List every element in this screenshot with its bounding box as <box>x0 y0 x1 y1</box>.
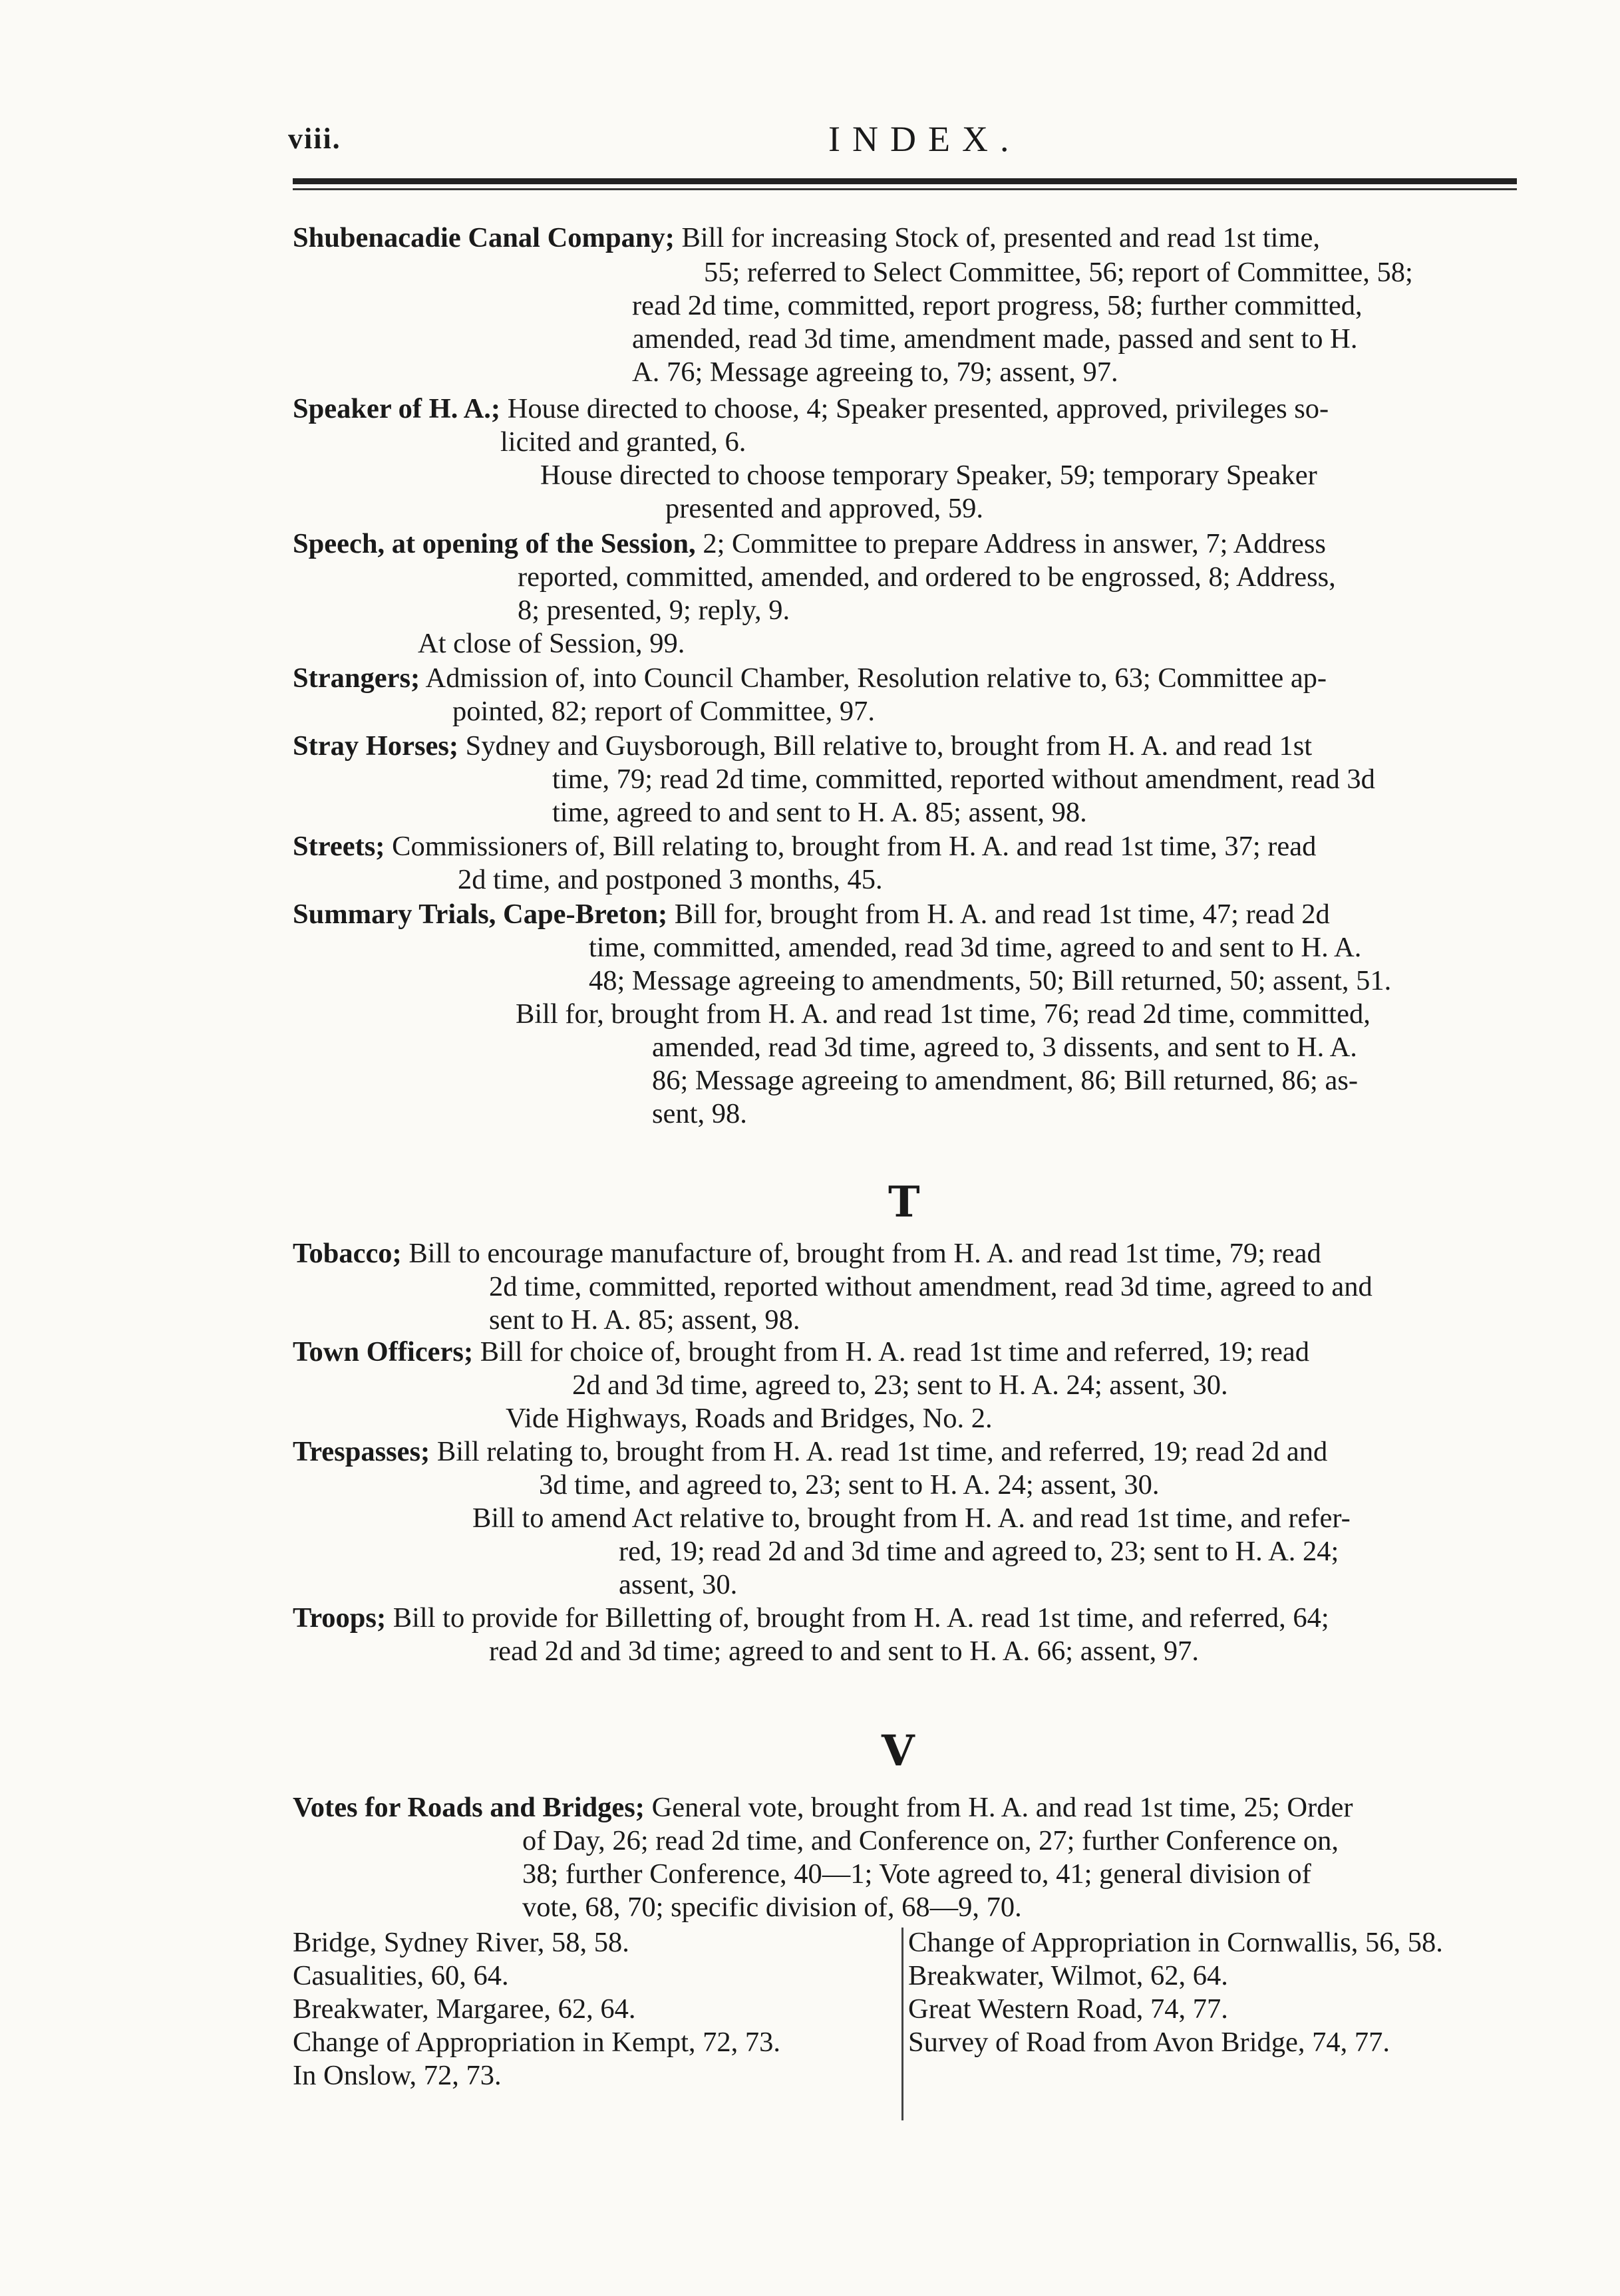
index-entry-town-officers: Town Officers; Bill for choice of, brought from H. A. read 1st time and referred, 19; read <box>293 1336 1309 1367</box>
index-entry-speech: Speech, at opening of the Session, 2; Committee to prepare Address in answer, 7; Address <box>293 528 1326 559</box>
index-line: read 2d and 3d time; agreed to and sent to H. A. 66; assent, 97. <box>489 1636 1199 1667</box>
index-entry-trespasses: Trespasses; Bill relating to, brought from H. A. read 1st time, and referred, 19; read 2d and <box>293 1436 1328 1467</box>
index-line: Bill to amend Act relative to, brought from H. A. and read 1st time, and refer- <box>472 1503 1351 1534</box>
index-line: time, committed, amended, read 3d time, agreed to and sent to H. A. <box>589 932 1362 963</box>
header-rule <box>293 178 1517 184</box>
votes-item: Casualities, 60, 64. <box>293 1960 509 1991</box>
index-line: amended, read 3d time, agreed to, 3 dissents, and sent to H. A. <box>652 1032 1357 1063</box>
index-line: time, agreed to and sent to H. A. 85; assent, 98. <box>552 797 1087 828</box>
index-line: 2d and 3d time, agreed to, 23; sent to H. A. 24; assent, 30. <box>572 1369 1228 1401</box>
index-entry-speaker: Speaker of H. A.; House directed to choose, 4; Speaker presented, approved, privileges so- <box>293 393 1329 424</box>
section-letter-t: T <box>888 1177 920 1227</box>
section-letter-v: V <box>882 1726 915 1776</box>
column-divider <box>901 1928 903 2120</box>
index-line: amended, read 3d time, amendment made, passed and sent to H. <box>632 323 1358 355</box>
index-line: 55; referred to Select Committee, 56; report of Committee, 58; <box>704 257 1413 288</box>
index-line: red, 19; read 2d and 3d time and agreed to, 23; sent to H. A. 24; <box>619 1536 1339 1567</box>
index-line: sent to H. A. 85; assent, 98. <box>489 1304 800 1336</box>
votes-item: Survey of Road from Avon Bridge, 74, 77. <box>908 2027 1390 2058</box>
index-line: 48; Message agreeing to amendments, 50; Bill returned, 50; assent, 51. <box>589 965 1392 996</box>
index-line: House directed to choose temporary Speaker, 59; temporary Speaker <box>540 460 1317 491</box>
index-entry-votes: Votes for Roads and Bridges; General vote, brought from H. A. and read 1st time, 25; Order <box>293 1792 1353 1823</box>
index-line: presented and approved, 59. <box>665 493 983 524</box>
index-entry-shubenacadie: Shubenacadie Canal Company; Bill for increasing Stock of, presented and read 1st time, <box>293 222 1321 253</box>
index-entry-tobacco: Tobacco; Bill to encourage manufacture of, brought from H. A. and read 1st time, 79; read <box>293 1238 1321 1269</box>
index-entry-troops: Troops; Bill to provide for Billetting of, brought from H. A. read 1st time, and referred, 64; <box>293 1602 1329 1634</box>
index-line: 2d time, and postponed 3 months, 45. <box>458 864 883 895</box>
page-title: INDEX. <box>828 119 1021 159</box>
index-entry-strangers: Strangers; Admission of, into Council Chamber, Resolution relative to, 63; Committee ap- <box>293 662 1327 694</box>
votes-item: Breakwater, Margaree, 62, 64. <box>293 1993 636 2025</box>
index-line: read 2d time, committed, report progress, 58; further committed, <box>632 290 1363 321</box>
index-entry-streets: Streets; Commissioners of, Bill relating to, brought from H. A. and read 1st time, 37; read <box>293 831 1317 862</box>
index-line: reported, committed, amended, and ordered to be engrossed, 8; Address, <box>518 561 1336 593</box>
index-line: A. 76; Message agreeing to, 79; assent, 97. <box>632 357 1118 388</box>
index-line: 86; Message agreeing to amendment, 86; Bill returned, 86; as- <box>652 1065 1359 1096</box>
page-number: viii. <box>288 122 341 155</box>
index-line: 2d time, committed, reported without amendment, read 3d time, agreed to and <box>489 1271 1373 1302</box>
votes-item: Breakwater, Wilmot, 62, 64. <box>908 1960 1228 1991</box>
votes-item: Great Western Road, 74, 77. <box>908 1993 1228 2025</box>
index-line: Vide Highways, Roads and Bridges, No. 2. <box>506 1403 993 1434</box>
index-line: sent, 98. <box>652 1098 747 1129</box>
votes-item: Bridge, Sydney River, 58, 58. <box>293 1927 629 1958</box>
index-line: 8; presented, 9; reply, 9. <box>518 595 790 626</box>
index-line: pointed, 82; report of Committee, 97. <box>452 696 876 727</box>
header-rule-thin <box>293 188 1517 190</box>
votes-item: Change of Appropriation in Kempt, 72, 73. <box>293 2027 781 2058</box>
index-line: of Day, 26; read 2d time, and Conference on, 27; further Conference on, <box>522 1825 1339 1856</box>
index-line: assent, 30. <box>619 1569 738 1600</box>
index-line: Bill for, brought from H. A. and read 1st time, 76; read 2d time, committed, <box>516 998 1371 1030</box>
index-entry-summary-trials: Summary Trials, Cape-Breton; Bill for, brought from H. A. and read 1st time, 47; read 2d <box>293 899 1330 930</box>
index-line: time, 79; read 2d time, committed, reported without amendment, read 3d <box>552 764 1375 795</box>
index-line: vote, 68, 70; specific division of, 68—9, 70. <box>522 1892 1022 1923</box>
index-line: At close of Session, 99. <box>418 628 685 659</box>
votes-item: In Onslow, 72, 73. <box>293 2060 502 2091</box>
index-line: licited and granted, 6. <box>500 426 746 458</box>
index-line: 3d time, and agreed to, 23; sent to H. A. 24; assent, 30. <box>539 1469 1160 1501</box>
index-line: 38; further Conference, 40—1; Vote agreed to, 41; general division of <box>522 1858 1311 1890</box>
votes-item: Change of Appropriation in Cornwallis, 56, 58. <box>908 1927 1443 1958</box>
index-entry-stray-horses: Stray Horses; Sydney and Guysborough, Bill relative to, brought from H. A. and read 1st <box>293 730 1313 762</box>
